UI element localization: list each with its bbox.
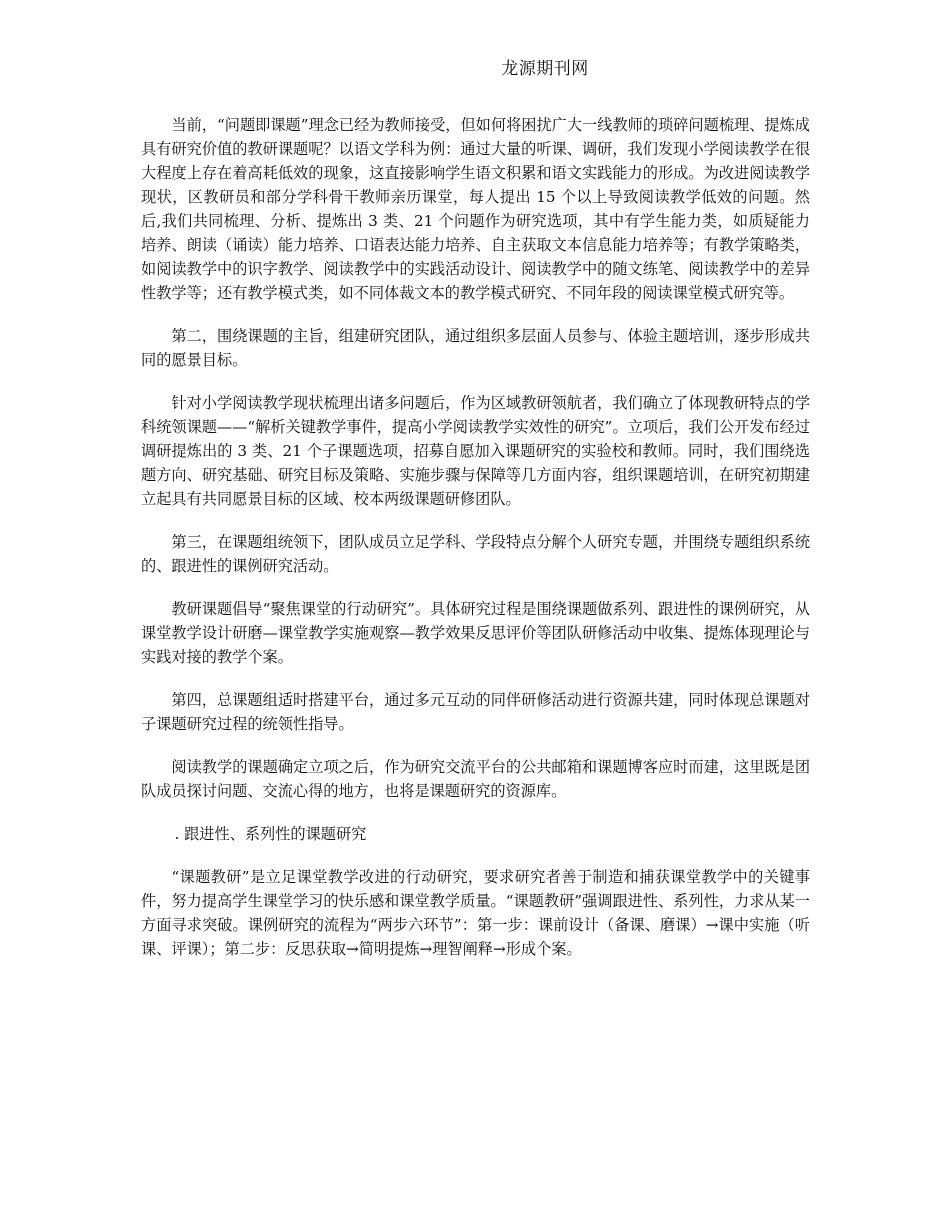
paragraph-lesson-study: “课题教研”是立足课堂教学改进的行动研究，要求研究者善于制造和捕获课堂教学中的关键事件，努力提高学生课堂学习的快乐感和课堂教学质量。“课题教研”强调跟进性、系列性，力求从某一方面寻求突破。课例研究的流程为“两步六环节”：第一步：课前设计（备课、磨课）→课中实施（听课、评课）；第二步：反思获取→简明提炼→理智阐释→形成个案。 — [141, 868, 810, 958]
paragraph-action-research: 教研课题倡导“聚焦课堂的行动研究”。具体研究过程是围绕课题做系列、跟进性的课例研究，从课堂教学设计研磨—课堂教学实施观察—教学效果反思评价等团队研修活动中收集、提炼体现理论与实践对接的教学个案。 — [141, 600, 810, 666]
section-heading: . 跟进性、系列性的课题研究 — [174, 825, 367, 843]
paragraph-platform: 阅读教学的课题确定立项之后，作为研究交流平台的公共邮箱和课题博客应时而建，这里既是团队成员探讨问题、交流心得的地方，也将是课题研究的资源库。 — [141, 758, 810, 800]
paragraph-fourth-point: 第四，总课题组适时搭建平台，通过多元互动的同伴研修活动进行资源共建，同时体现总课题对子课题研究过程的统领性指导。 — [141, 691, 810, 733]
paragraph-second-point: 第二，围绕课题的主旨，组建研究团队，通过组织多层面人员参与、体验主题培训，逐步形成共同的愿景目标。 — [141, 327, 810, 369]
page-header: 龙源期刊网 — [501, 59, 589, 79]
article-body — [141, 113, 810, 980]
paragraph-third-point: 第三，在课题组统领下，团队成员立足学科、学段特点分解个人研究专题，并围绕专题组织系统的、跟进性的课例研究活动。 — [141, 533, 810, 575]
paragraph-intro: 当前，“问题即课题”理念已经为教师接受，但如何将困扰广大一线教师的琐碎问题梳理、提炼成具有研究价值的教研课题呢？以语文学科为例：通过大量的听课、调研，我们发现小学阅读教学在很大程度上存在着高耗低效的现象，这直接影响学生语文积累和语文实践能力的形成。为改进阅读教学现状，区教研员和部分学科骨干教师亲历课堂，每人提出 15 个以上导致阅读教学低效的问题。然后,我们共同梳理、分析、提炼出 3 类、21 个问题作为研究选项，其中有学生能力类，如质疑能力培养、朗读（诵读）能力培养、口语表达能力培养、自主获取文本信息能力培养等；有教学策略类，如阅读教学中的识字教学、阅读教学中的实践活动设计、阅读教学中的随文练笔、阅读教学中的差异性教学等；还有教学模式类，如不同体裁文本的教学模式研究、不同年段的阅读课堂模式研究等。 — [141, 116, 810, 302]
paragraph-team-building: 针对小学阅读教学现状梳理出诸多问题后，作为区域教研领航者，我们确立了体现教研特点的学科统领课题——“解析关键教学事件，提高小学阅读教学实效性的研究”。立项后，我们公开发布经过调研提炼出的 3 类、21 个子课题选项，招募自愿加入课题研究的实验校和教师。同时，我们围绕选题方向、研究基础、研究目标及策略、实施步骤与保障等几方面内容，组织课题培训，在研究初期建立起具有共同愿景目标的区域、校本两级课题研修团队。 — [141, 394, 810, 508]
